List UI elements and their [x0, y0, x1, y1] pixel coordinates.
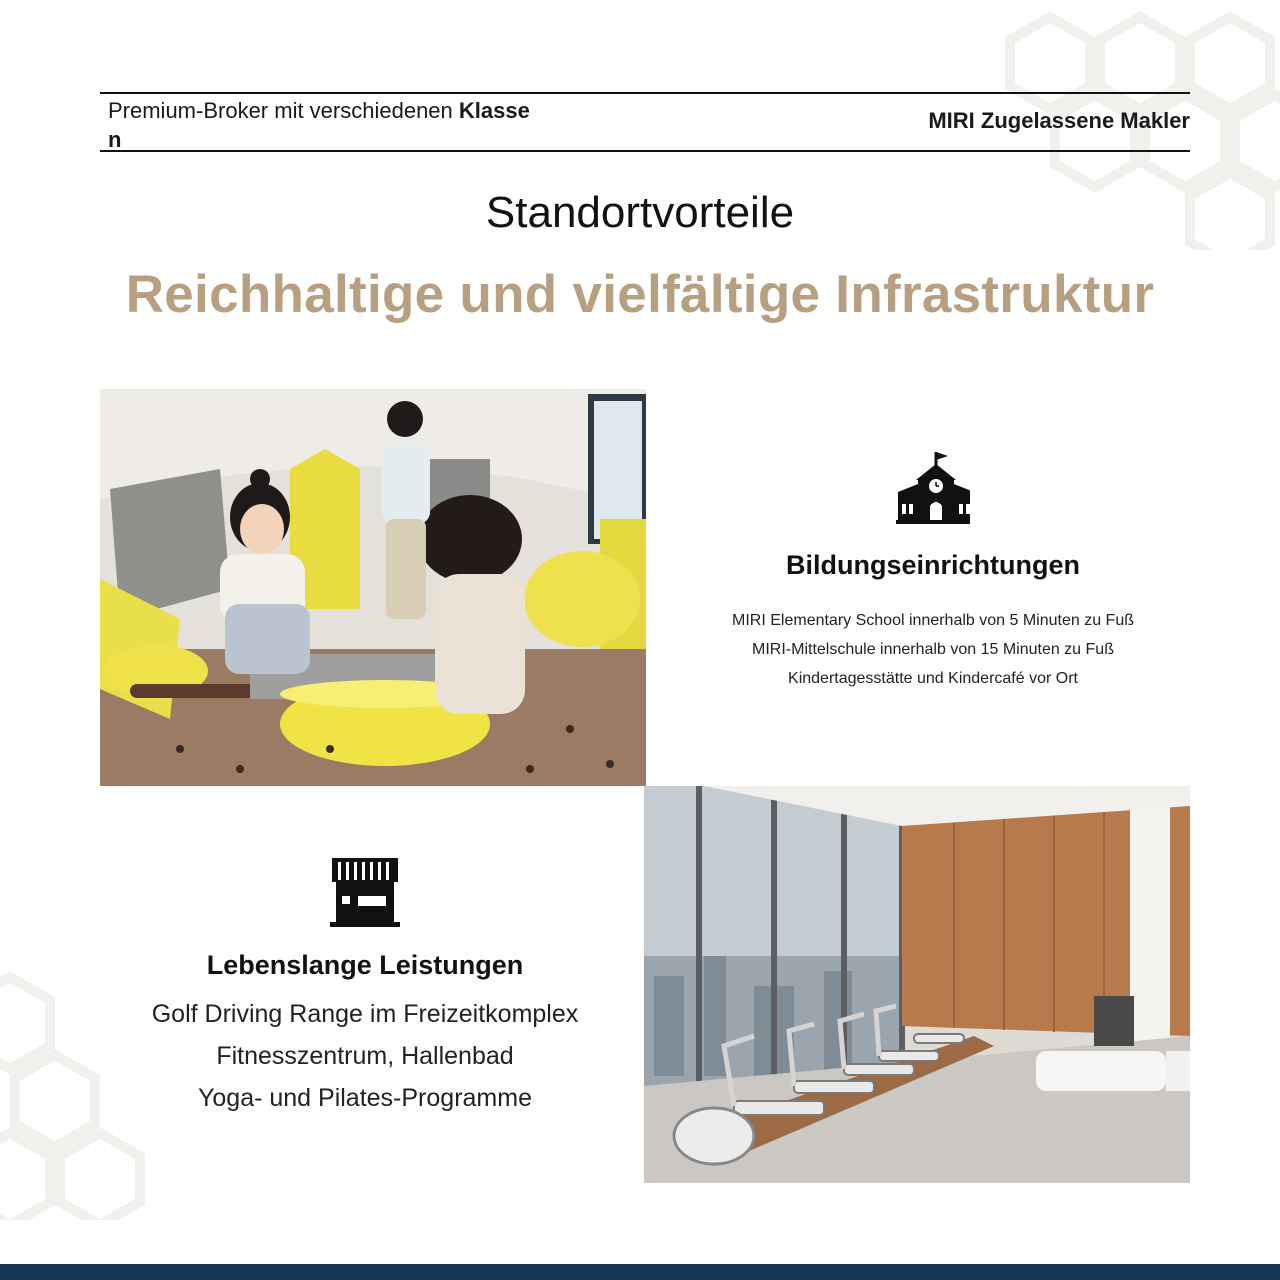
broker-tagline	[108, 96, 588, 154]
lifestyle-list	[100, 993, 630, 1119]
lifestyle-heading: Lebenslange Leistungen	[206, 950, 524, 980]
tagline-text: Premium-Broker mit verschiedenen	[108, 98, 459, 123]
lifestyle-feature	[100, 858, 630, 1119]
lifestyle-item: Fitnesszentrum, Hallenbad	[216, 1042, 514, 1070]
header-bar	[100, 92, 1190, 152]
education-item: MIRI-Mittelschule innerhalb von 15 Minuten zu Fuß	[752, 641, 1114, 658]
lifestyle-item: Yoga- und Pilates-Programme	[198, 1084, 532, 1112]
education-list	[646, 606, 1220, 693]
tagline-bold: Klasse	[458, 98, 530, 123]
store-icon	[330, 858, 400, 930]
broker-name: MIRI Zugelassene Makler	[928, 108, 1190, 133]
tagline-bold-wrap: n	[108, 127, 122, 152]
education-item: MIRI Elementary School innerhalb von 5 Minuten zu Fuß	[732, 612, 1134, 629]
section-subtitle: Standortvorteile	[485, 188, 795, 237]
children-playroom-photo	[100, 389, 646, 786]
education-heading: Bildungseinrichtungen	[786, 550, 1080, 580]
education-feature	[646, 450, 1220, 693]
fitness-center-photo	[644, 786, 1190, 1183]
page-title: Reichhaltige und vielfältige Infrastruktur	[125, 265, 1155, 324]
school-icon	[896, 450, 970, 524]
education-item: Kindertagesstätte und Kindercafé vor Ort	[788, 670, 1078, 687]
lifestyle-item: Golf Driving Range im Freizeitkomplex	[151, 1000, 579, 1028]
footer-bar	[0, 1264, 1280, 1280]
